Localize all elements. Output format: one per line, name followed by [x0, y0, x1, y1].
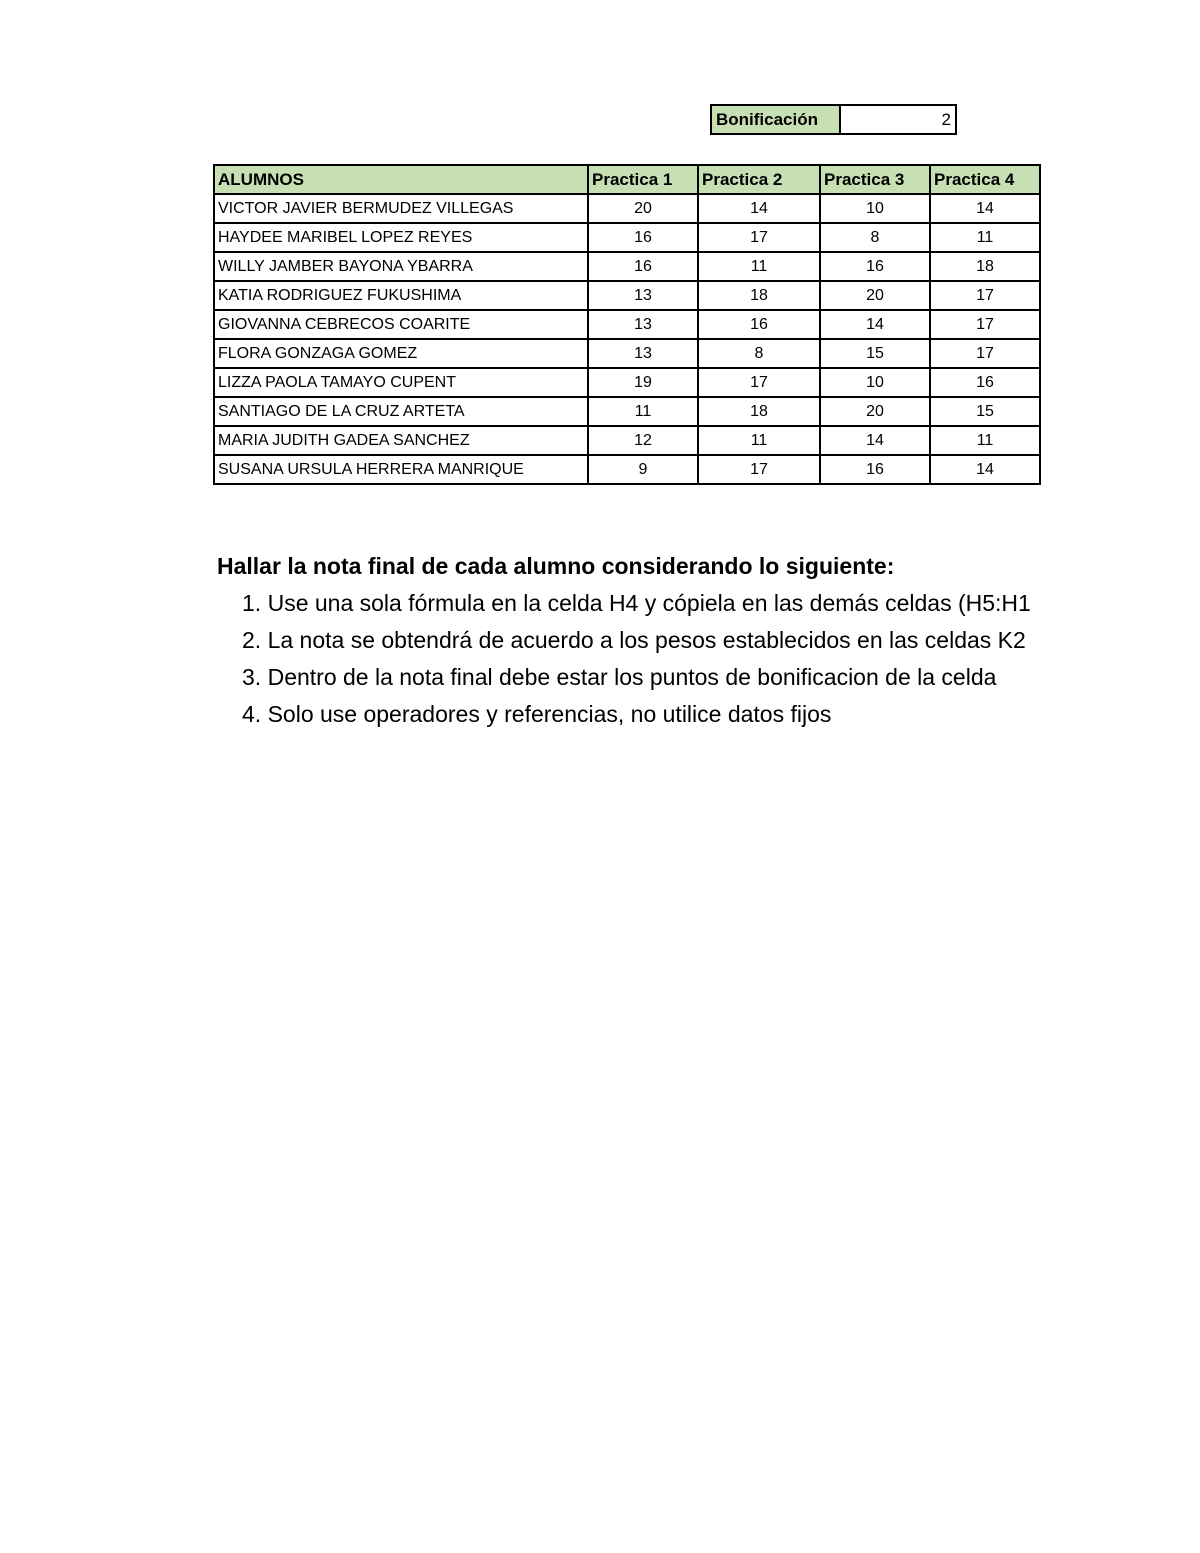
instruction-item [217, 696, 1200, 733]
practica-2-cell[interactable]: 17 [698, 223, 820, 252]
grades-table [213, 164, 1041, 485]
student-name-cell[interactable]: FLORA GONZAGA GOMEZ [214, 339, 588, 368]
student-name-cell[interactable]: KATIA RODRIGUEZ FUKUSHIMA [214, 281, 588, 310]
instruction-number: 4. [242, 701, 262, 727]
practica-3-cell[interactable]: 8 [820, 223, 930, 252]
practica-3-cell[interactable]: 16 [820, 252, 930, 281]
practica-1-cell[interactable]: 13 [588, 310, 698, 339]
student-name-cell[interactable]: VICTOR JAVIER BERMUDEZ VILLEGAS [214, 194, 588, 223]
practica-3-cell[interactable]: 10 [820, 368, 930, 397]
student-name-cell[interactable]: LIZZA PAOLA TAMAYO CUPENT [214, 368, 588, 397]
practica-1-cell[interactable]: 16 [588, 252, 698, 281]
practica-3-cell[interactable]: 14 [820, 426, 930, 455]
table-row [214, 455, 1040, 484]
practica-1-cell[interactable]: 13 [588, 339, 698, 368]
bonus-label-cell[interactable]: Bonificación [711, 105, 840, 134]
table-row [214, 194, 1040, 223]
practica-1-cell[interactable]: 19 [588, 368, 698, 397]
student-name-cell[interactable]: GIOVANNA CEBRECOS COARITE [214, 310, 588, 339]
instruction-text: Dentro de la nota final debe estar los puntos de bonificacion de la celda [267, 664, 997, 690]
instruction-text: Solo use operadores y referencias, no utilice datos fijos [267, 701, 832, 727]
practica-2-cell[interactable]: 14 [698, 194, 820, 223]
table-row [214, 368, 1040, 397]
table-row [214, 223, 1040, 252]
practica-2-cell[interactable]: 18 [698, 281, 820, 310]
practica-4-cell[interactable]: 14 [930, 194, 1040, 223]
practica-2-cell[interactable]: 17 [698, 368, 820, 397]
bonus-value-cell[interactable]: 2 [840, 105, 956, 134]
practica-3-cell[interactable]: 15 [820, 339, 930, 368]
instructions-list [217, 585, 1200, 733]
practica-3-cell[interactable]: 16 [820, 455, 930, 484]
table-row [214, 281, 1040, 310]
practica-3-cell[interactable]: 14 [820, 310, 930, 339]
practica-1-cell[interactable]: 20 [588, 194, 698, 223]
student-name-cell[interactable]: SANTIAGO DE LA CRUZ ARTETA [214, 397, 588, 426]
practica-4-cell[interactable]: 17 [930, 281, 1040, 310]
practica-3-cell[interactable]: 20 [820, 281, 930, 310]
header-practica-2[interactable]: Practica 2 [698, 165, 820, 194]
instruction-item [217, 622, 1200, 659]
practica-1-cell[interactable]: 16 [588, 223, 698, 252]
practica-4-cell[interactable]: 14 [930, 455, 1040, 484]
practica-1-cell[interactable]: 12 [588, 426, 698, 455]
practica-2-cell[interactable]: 11 [698, 252, 820, 281]
table-row [214, 397, 1040, 426]
header-row [214, 165, 1040, 194]
instructions [217, 548, 1200, 733]
header-practica-3[interactable]: Practica 3 [820, 165, 930, 194]
practica-4-cell[interactable]: 17 [930, 339, 1040, 368]
table-row [214, 339, 1040, 368]
practica-4-cell[interactable]: 16 [930, 368, 1040, 397]
practica-1-cell[interactable]: 9 [588, 455, 698, 484]
practica-2-cell[interactable]: 18 [698, 397, 820, 426]
practica-4-cell[interactable]: 18 [930, 252, 1040, 281]
instruction-number: 1. [242, 590, 262, 616]
practica-4-cell[interactable]: 15 [930, 397, 1040, 426]
instruction-item [217, 659, 1200, 696]
header-alumnos[interactable]: ALUMNOS [214, 165, 588, 194]
practica-3-cell[interactable]: 20 [820, 397, 930, 426]
instruction-item [217, 585, 1200, 622]
bonus-table [710, 104, 957, 135]
practica-2-cell[interactable]: 11 [698, 426, 820, 455]
header-practica-4[interactable]: Practica 4 [930, 165, 1040, 194]
practica-2-cell[interactable]: 16 [698, 310, 820, 339]
header-practica-1[interactable]: Practica 1 [588, 165, 698, 194]
student-name-cell[interactable]: WILLY JAMBER BAYONA YBARRA [214, 252, 588, 281]
practica-4-cell[interactable]: 11 [930, 426, 1040, 455]
instructions-heading: Hallar la nota final de cada alumno considerando lo siguiente: [217, 553, 895, 579]
practica-4-cell[interactable]: 17 [930, 310, 1040, 339]
practica-2-cell[interactable]: 17 [698, 455, 820, 484]
instruction-number: 3. [242, 664, 262, 690]
instruction-text: Use una sola fórmula en la celda H4 y cópiela en las demás celdas (H5:H1 [267, 590, 1031, 616]
practica-1-cell[interactable]: 13 [588, 281, 698, 310]
practica-2-cell[interactable]: 8 [698, 339, 820, 368]
instruction-number: 2. [242, 627, 262, 653]
practica-1-cell[interactable]: 11 [588, 397, 698, 426]
bonus-row [711, 105, 956, 134]
table-row [214, 426, 1040, 455]
student-name-cell[interactable]: SUSANA URSULA HERRERA MANRIQUE [214, 455, 588, 484]
student-name-cell[interactable]: HAYDEE MARIBEL LOPEZ REYES [214, 223, 588, 252]
grades-body [214, 194, 1040, 484]
table-row [214, 310, 1040, 339]
instruction-text: La nota se obtendrá de acuerdo a los pesos establecidos en las celdas K2 [267, 627, 1026, 653]
table-row [214, 252, 1040, 281]
student-name-cell[interactable]: MARIA JUDITH GADEA SANCHEZ [214, 426, 588, 455]
practica-4-cell[interactable]: 11 [930, 223, 1040, 252]
practica-3-cell[interactable]: 10 [820, 194, 930, 223]
